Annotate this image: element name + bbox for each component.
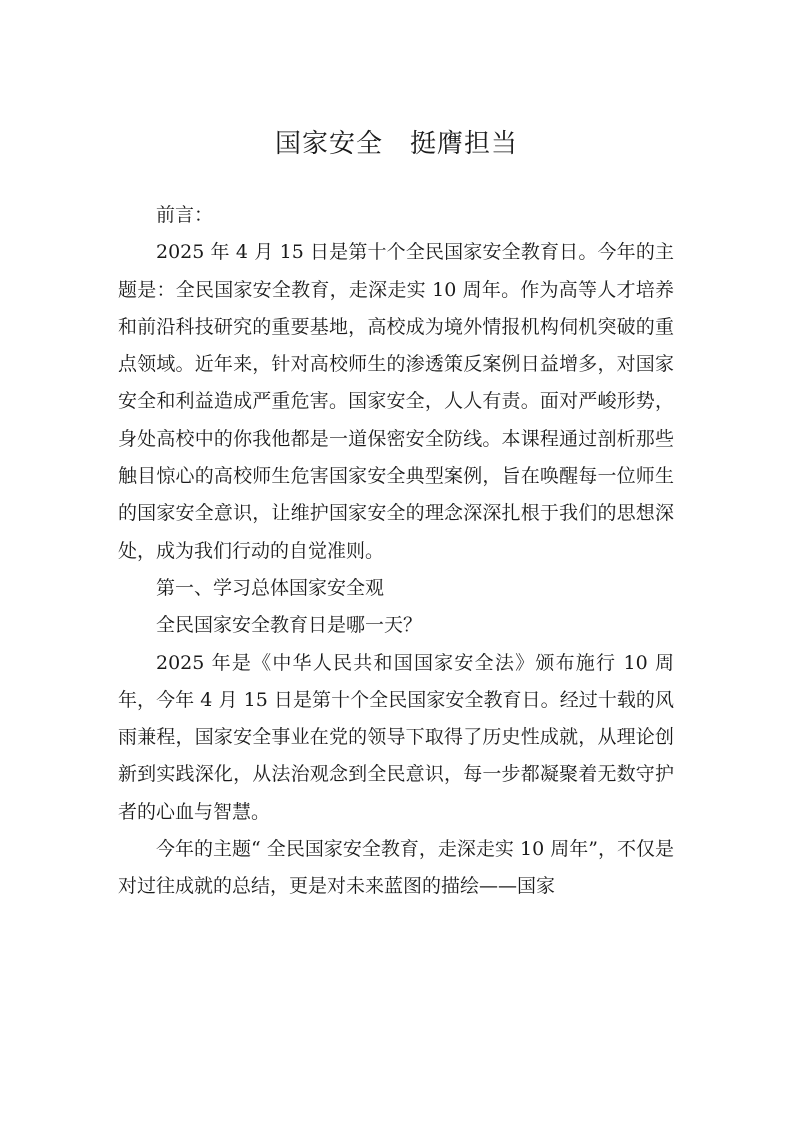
preface-label: 前言：: [156, 204, 214, 226]
paragraph-intro: 2025 年 4 月 15 日是第十个全民国家安全教育日。今年的主题是：全民国家安全教育，走深走实 10 周年。作为高等人才培养和前沿科技研究的重要基地，高校成为境外情报机构伺机突破的重点领域。近年来，针对高校师生的渗透策反案例日益增多，对国家安全和利益造成严重危害。国家安全，人人有责。面对严峻形势，身处高校中的你我他都是一道保密安全防线。本课程通过剖析那些触目惊心的高校师生危害国家安全典型案例，旨在唤醒每一位师生的国家安全意识，让维护国家安全的理念深深扎根于我们的思想深处，成为我们行动的自觉准则。: [118, 241, 674, 562]
document-body: [118, 197, 674, 906]
document-title: 国家安全 挺膺担当: [274, 129, 518, 159]
question-line: 全民国家安全教育日是哪一天？: [156, 614, 423, 637]
paragraph-theme: 今年的主题“ 全民国家安全教育，走深走实 10 周年”，不仅是对过往成就的总结，更是对未来蓝图的描绘——国家: [118, 838, 674, 898]
section-heading: 第一、学习总体国家安全观: [156, 576, 385, 599]
paragraph-anniversary: 2025 年是《中华人民共和国国家安全法》颁布施行 10 周年，今年 4 月 15 日是第十个全民国家安全教育日。经过十载的风雨兼程，国家安全事业在党的领导下取得了历史性成就，从理论创新到实践深化，从法治观念到全民意识，每一步都凝聚着无数守护者的心血与智慧。: [118, 651, 674, 823]
